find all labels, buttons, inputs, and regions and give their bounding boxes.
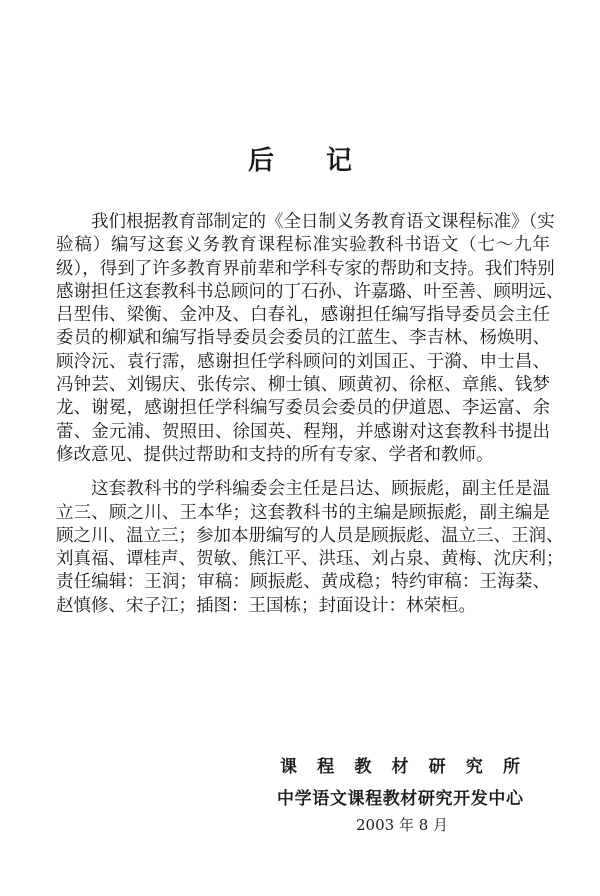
text-line: 我们根据教育部制定的《全日制义务教育语文课程标准》（实 <box>91 212 555 232</box>
text-line: 级），得到了许多教育界前辈和学科专家的帮助和支持。我们特别 <box>56 258 555 279</box>
text-line: 赵慎修、宋子江；插图：王国栋；封面设计：林荣桓。 <box>56 595 476 616</box>
signature-center: 中学语文课程教材研究开发中心 <box>277 789 523 809</box>
text-line: 刘真福、谭桂声、贺敏、熊江平、洪珏、刘占泉、黄梅、沈庆利； <box>56 549 564 570</box>
text-line: 验稿）编写这套义务教育课程标准实验教科书语文（七～九年 <box>56 235 550 256</box>
text-line: 这套教科书的学科编委会主任是吕达、顾振彪，副主任是温 <box>91 479 550 500</box>
signature-institute <box>280 752 520 777</box>
signature-char: 研 <box>428 757 446 777</box>
paragraph-acknowledgements <box>56 211 564 467</box>
text-line: 顾之川、温立三；参加本册编写的人员是顾振彪、温立三、王润、 <box>56 525 564 546</box>
signature-char: 材 <box>391 757 409 777</box>
text-line: 龙、谢冕，感谢担任学科编写委员会委员的伊道恩、李运富、余 <box>56 398 550 419</box>
text-line: 吕型伟、梁衡、金冲及、白春礼，感谢担任编写指导委员会主任 <box>56 305 550 326</box>
text-line: 修改意见、提供过帮助和支持的所有专家、学者和教师。 <box>56 444 494 465</box>
signature-char: 所 <box>502 757 520 777</box>
paragraph-editorial-credits <box>56 478 564 618</box>
text-line: 冯钟芸、刘锡庆、张传宗、柳士镇、顾黄初、徐枢、章熊、钱梦 <box>56 375 550 396</box>
signature-char: 究 <box>465 757 483 777</box>
signature-char: 课 <box>280 757 297 777</box>
text-line: 委员的柳斌和编写指导委员会委员的江蓝生、李吉林、杨焕明、 <box>56 328 550 349</box>
text-line: 责任编辑：王润；审稿：顾振彪、黄成稳；特约审稿：王海棻、 <box>56 572 550 593</box>
text-line: 立三、顾之川、王本华；这套教科书的主编是顾振彪，副主编是 <box>56 502 550 523</box>
signature-char: 教 <box>354 757 372 777</box>
afterword-body <box>56 211 564 618</box>
signature-char: 程 <box>317 757 335 777</box>
title-char-2: 记 <box>326 146 353 176</box>
text-line: 感谢担任这套教科书总顾问的丁石孙、许嘉璐、叶至善、顾明远、 <box>56 281 564 302</box>
title-char-1: 后 <box>247 146 274 176</box>
text-line: 顾泠沅、袁行霈，感谢担任学科顾问的刘国正、于漪、申士昌、 <box>56 351 550 372</box>
page-title <box>0 140 600 177</box>
signature-date: 2003 年 8 月 <box>356 816 449 834</box>
text-line: 蕾、金元浦、贺照田、徐国英、程翔，并感谢对这套教科书提出 <box>56 421 550 442</box>
